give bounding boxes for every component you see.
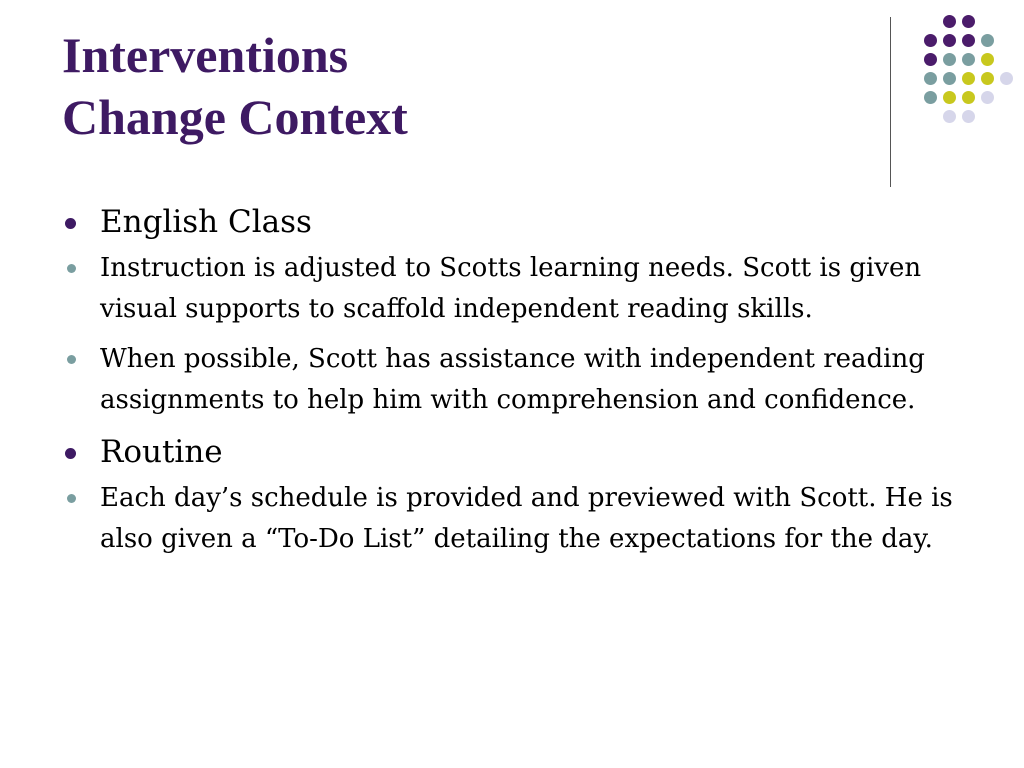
decorative-dot [962,15,975,28]
decorative-dot [962,72,975,85]
slide-title [62,24,862,148]
decorative-dot [924,53,937,66]
decorative-dot [924,91,937,104]
decorative-dot [981,53,994,66]
decorative-dot [943,91,956,104]
decorative-dot [943,53,956,66]
decorative-dot [924,72,937,85]
bullet-english-class [60,200,960,421]
decorative-dot-grid [900,14,1020,184]
sub-bullet-dot-icon [67,264,76,273]
decorative-dot [962,34,975,47]
sub-bullet-text: When possible, Scott has assistance with independent reading assignments to help him with comprehension and confidence. [100,344,925,415]
decorative-dot [962,53,975,66]
decorative-dot [943,15,956,28]
decorative-dot [962,110,975,123]
sub-bullet-text: Each day’s schedule is provided and previewed with Scott. He is also given a “To-Do List” detailing the expectations for the day. [100,483,953,554]
bullet-list [60,200,960,569]
sub-bullet-dot-icon [67,355,76,364]
sub-bullet-item [100,248,960,330]
sub-bullet-list [100,478,960,560]
decorative-dot [943,110,956,123]
bullet-routine [60,430,960,560]
bullet-dot-icon [65,218,76,229]
bullet-dot-icon [65,448,76,459]
title-divider [890,17,891,187]
decorative-dot [943,72,956,85]
decorative-dot [962,91,975,104]
sub-bullet-text: Instruction is adjusted to Scotts learning needs. Scott is given visual supports to scaffold independent reading skills. [100,253,922,324]
decorative-dot [924,34,937,47]
decorative-dot [981,72,994,85]
decorative-dot [981,91,994,104]
sub-bullet-item [100,339,960,421]
title-line-1: Interventions [62,27,349,83]
sub-bullet-item [100,478,960,560]
title-line-2: Change Context [62,89,408,145]
decorative-dot [1000,72,1013,85]
bullet-label: English Class [100,204,312,240]
decorative-dot [943,34,956,47]
sub-bullet-dot-icon [67,494,76,503]
sub-bullet-list [100,248,960,421]
decorative-dot [981,34,994,47]
bullet-label: Routine [100,434,223,470]
